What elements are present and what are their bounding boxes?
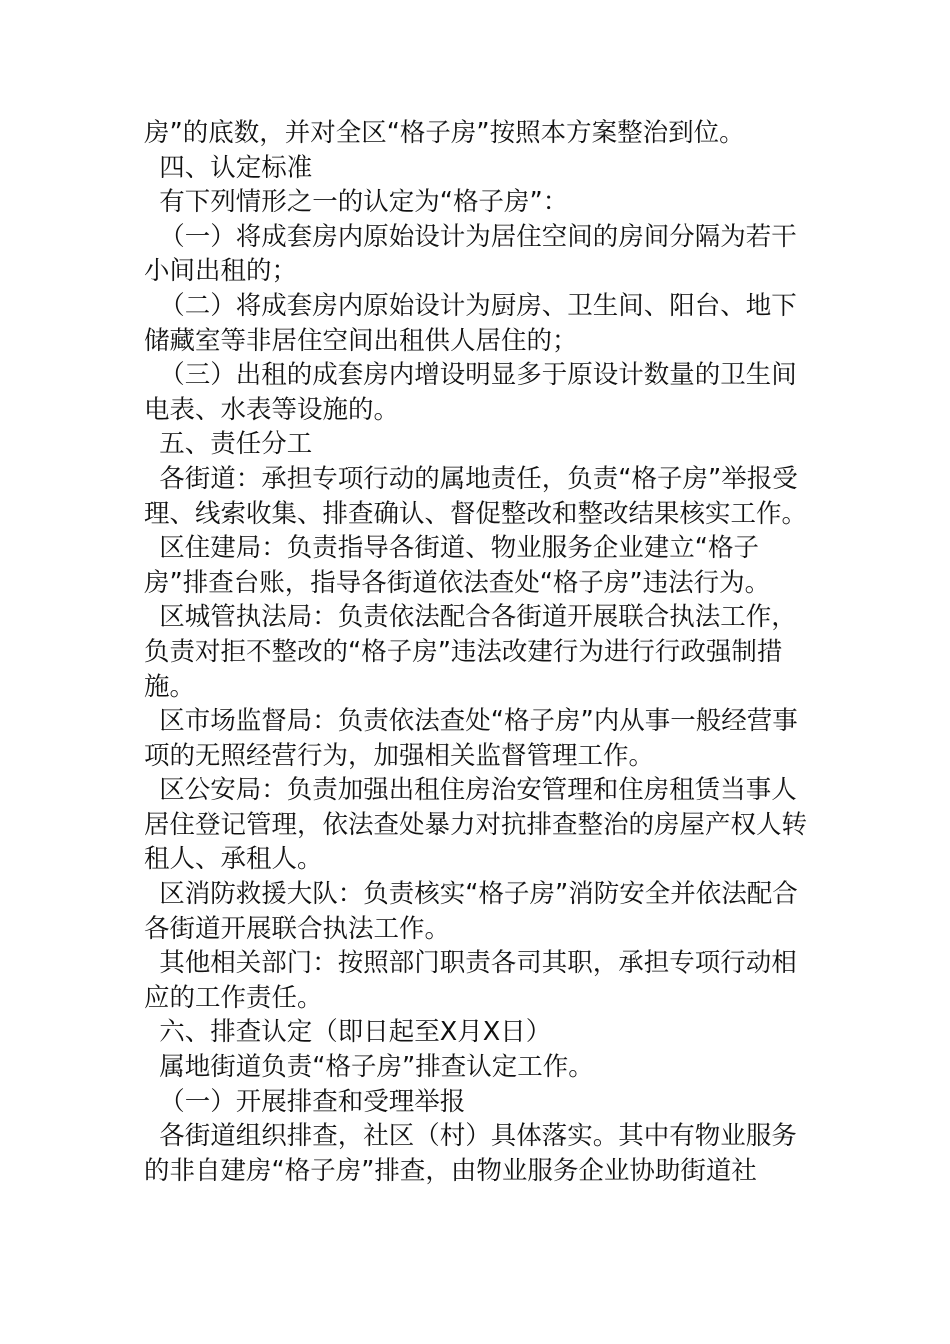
responsibility-other-departments: 其他相关部门：按照部门职责各司其职，承担专项行动相应的工作责任。: [144, 948, 797, 1013]
heading-responsibilities: 五、责任分工: [159, 429, 313, 460]
paragraph-scope-continuation: 房”的底数，并对全区“格子房”按照本方案整治到位。: [144, 118, 745, 148]
responsibility-public-security: 区公安局：负责加强出租住房治安管理和住房租赁当事人居住登记管理，依法查处暴力对抗排查整治的房屋产权人转租人、承租人。: [144, 775, 808, 875]
criterion-3: （三）出租的成套房内增设明显多于原设计数量的卫生间电表、水表等设施的。: [144, 360, 797, 425]
heading-investigation: 六、排查认定（即日起至X月X日）: [159, 1017, 552, 1048]
subheading-investigation-reporting: （一）开展排查和受理举报: [159, 1086, 466, 1117]
responsibility-streets: 各街道：承担专项行动的属地责任，负责“格子房”举报受理、线索收集、排查确认、督促整改和整改结果核实工作。: [144, 463, 808, 529]
responsibility-housing-bureau: 区住建局：负责指导各街道、物业服务企业建立“格子房”排查台账，指导各街道依法查处“格子房”违法行为。: [144, 533, 771, 598]
paragraph-investigation-intro: 属地街道负责“格子房”排查认定工作。: [159, 1052, 594, 1083]
criterion-2: （二）将成套房内原始设计为厨房、卫生间、阳台、地下储藏室等非居住空间出租供人居住的；: [144, 290, 797, 356]
criterion-1: （一）将成套房内原始设计为居住空间的房间分隔为若干小间出租的；: [144, 221, 797, 287]
paragraph-identification-intro: 有下列情形之一的认定为“格子房”：: [159, 187, 569, 218]
paragraph-investigation-detail: 各街道组织排查，社区（村）具体落实。其中有物业服务的非自建房“格子房”排查，由物业服务企业协助街道社: [144, 1121, 797, 1186]
responsibility-fire-rescue: 区消防救援大队：负责核实“格子房”消防安全并依法配合各街道开展联合执法工作。: [144, 879, 798, 944]
responsibility-market-supervision: 区市场监督局：负责依法查处“格子房”内从事一般经营事项的无照经营行为，加强相关监督管理工作。: [144, 706, 798, 771]
heading-identification-standard: 四、认定标准: [159, 152, 313, 183]
document-body: [144, 116, 808, 1188]
responsibility-urban-management: 区城管执法局：负责依法配合各街道开展联合执法工作，负责对拒不整改的“格子房”违法改建行为进行行政强制措施。: [144, 602, 797, 702]
